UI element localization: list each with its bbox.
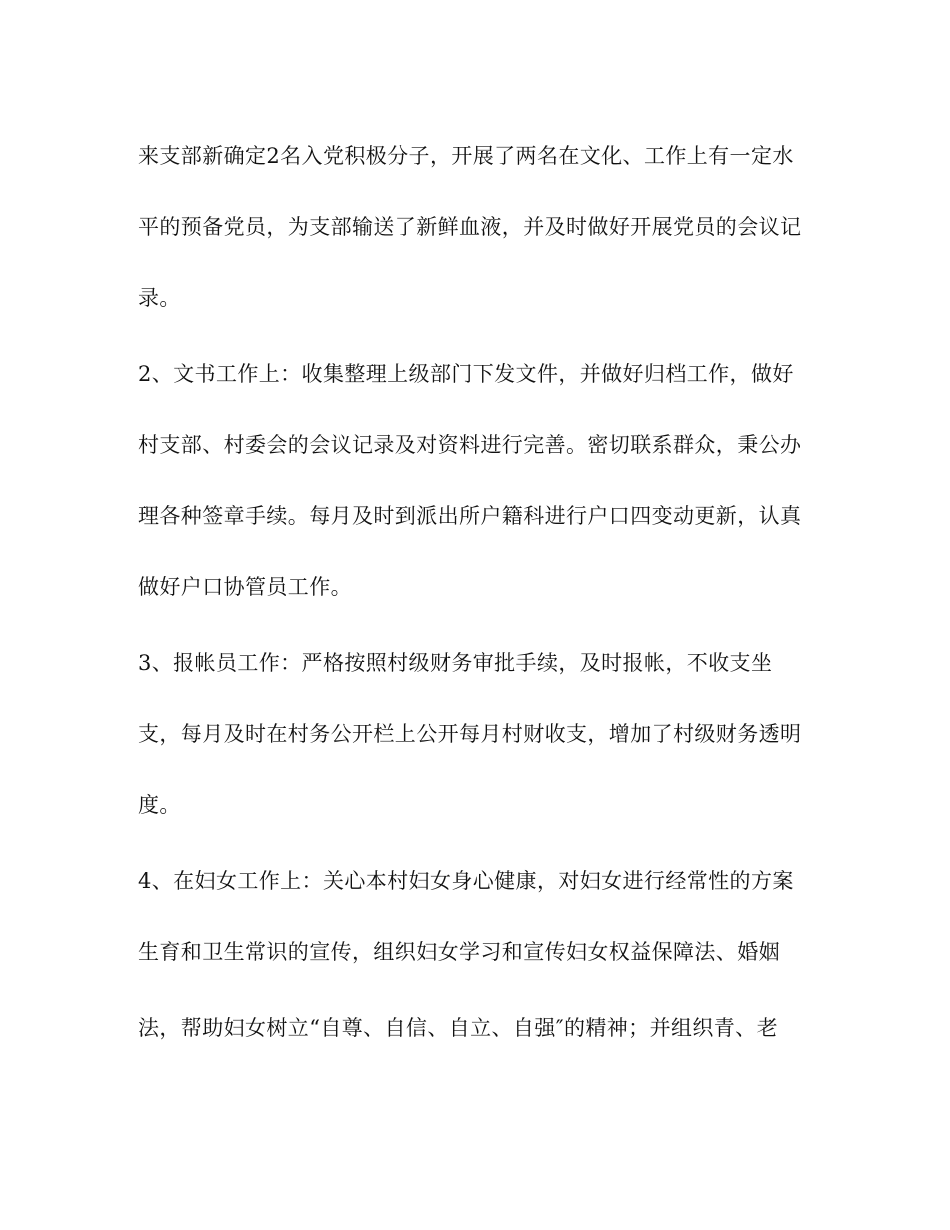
text-line: 理各种签章手续。每月及时到派出所户籍科进行户口四变动更新，认真 [138, 504, 802, 528]
text-line: 做好户口协管员工作。 [138, 575, 352, 599]
text-line: 2、文书工作上：收集整理上级部门下发文件，并做好归档工作，做好 [138, 362, 794, 386]
text-line: 来支部新确定2名入党积极分子，开展了两名在文化、工作上有一定水 [138, 144, 794, 168]
text-line: 法，帮助妇女树立“自尊、自信、自立、自强″的精神；并组织青、老 [138, 1016, 778, 1040]
text-line: 平的预备党员，为支部输送了新鲜血液，并及时做好开展党员的会议记 [138, 215, 802, 239]
text-line: 3、报帐员工作：严格按照村级财务审批手续，及时报帐，不收支坐 [138, 651, 773, 675]
text-line: 4、在妇女工作上：关心本村妇女身心健康，对妇女进行经常性的方案 [138, 869, 794, 893]
text-line: 支，每月及时在村务公开栏上公开每月村财收支，增加了村级财务透明 [138, 722, 802, 746]
text-line: 生育和卫生常识的宣传，组织妇女学习和宣传妇女权益保障法、婚姻 [138, 940, 780, 964]
text-line: 村支部、村委会的会议记录及对资料进行完善。密切联系群众，秉公办 [138, 433, 802, 457]
text-line: 录。 [138, 286, 181, 310]
text-line: 度。 [138, 793, 181, 817]
